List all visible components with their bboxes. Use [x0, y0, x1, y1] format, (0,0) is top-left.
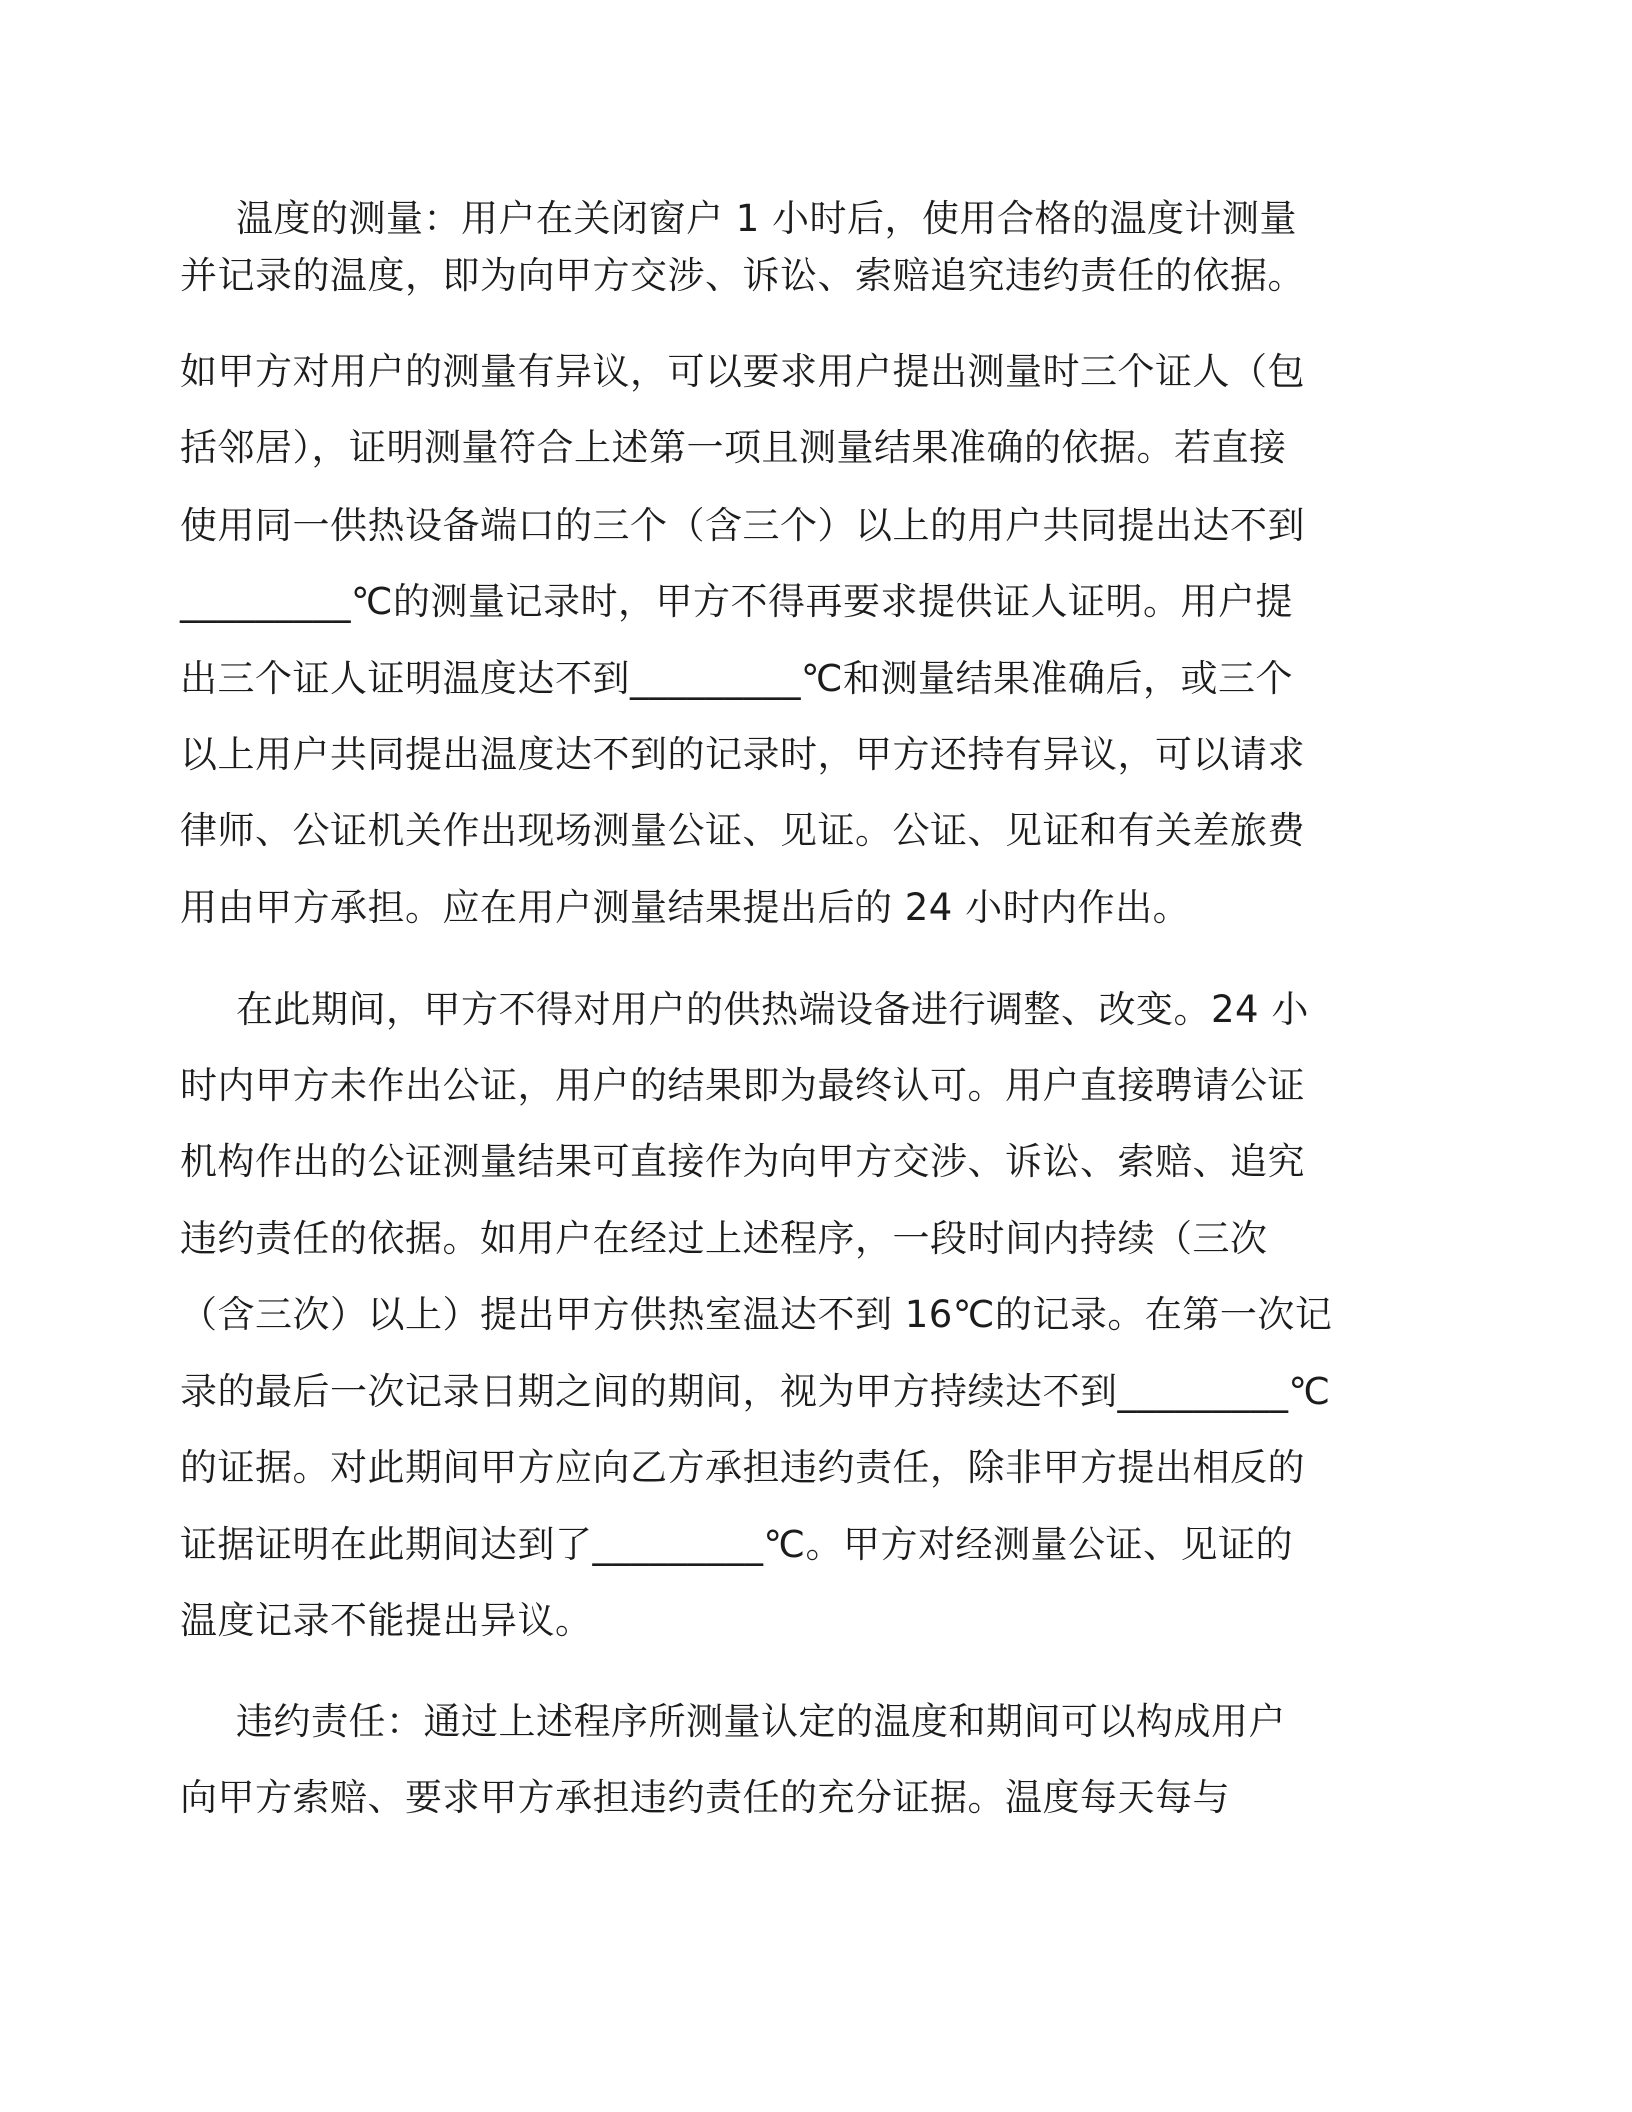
text-line: 违约责任的依据。如用户在经过上述程序，一段时间内持续（三次 [180, 1217, 1268, 1260]
text-line: 括邻居），证明测量符合上述第一项且测量结果准确的依据。若直接 [180, 426, 1287, 469]
text-line: 使用同一供热设备端口的三个（含三个）以上的用户共同提出达不到 [180, 504, 1305, 547]
text-line: 用由甲方承担。应在用户测量结果提出后的 24 小时内作出。 [180, 886, 1191, 929]
text-line: _________℃的测量记录时，甲方不得再要求提供证人证明。用户提 [180, 580, 1294, 623]
text-line: 温度记录不能提出异议。 [180, 1599, 593, 1642]
text-line: 以上用户共同提出温度达不到的记录时，甲方还持有异议，可以请求 [180, 733, 1305, 776]
text-line: 如甲方对用户的测量有异议，可以要求用户提出测量时三个证人（包 [180, 350, 1305, 393]
text-line: 并记录的温度，即为向甲方交涉、诉讼、索赔追究违约责任的依据。 [180, 254, 1305, 297]
text-line: 证据证明在此期间达到了_________℃。甲方对经测量公证、见证的 [180, 1523, 1294, 1566]
text-line: 机构作出的公证测量结果可直接作为向甲方交涉、诉讼、索赔、追究 [180, 1140, 1305, 1183]
text-line: 违约责任：通过上述程序所测量认定的温度和期间可以构成用户 [236, 1700, 1286, 1743]
text-line: 在此期间，甲方不得对用户的供热端设备进行调整、改变。24 小 [236, 988, 1309, 1031]
text-line: 时内甲方未作出公证，用户的结果即为最终认可。用户直接聘请公证 [180, 1064, 1305, 1107]
text-line: 出三个证人证明温度达不到_________℃和测量结果准确后，或三个 [180, 657, 1294, 700]
text-line: 律师、公证机关作出现场测量公证、见证。公证、见证和有关差旅费 [180, 809, 1305, 852]
text-line: 录的最后一次记录日期之间的期间，视为甲方持续达不到_________℃ [180, 1370, 1331, 1413]
text-line: 的证据。对此期间甲方应向乙方承担违约责任，除非甲方提出相反的 [180, 1446, 1305, 1489]
text-line: 温度的测量：用户在关闭窗户 1 小时后，使用合格的温度计测量 [236, 197, 1298, 240]
text-line: 向甲方索赔、要求甲方承担违约责任的充分证据。温度每天每与 [180, 1776, 1230, 1819]
text-line: （含三次）以上）提出甲方供热室温达不到 16℃的记录。在第一次记 [180, 1293, 1333, 1336]
